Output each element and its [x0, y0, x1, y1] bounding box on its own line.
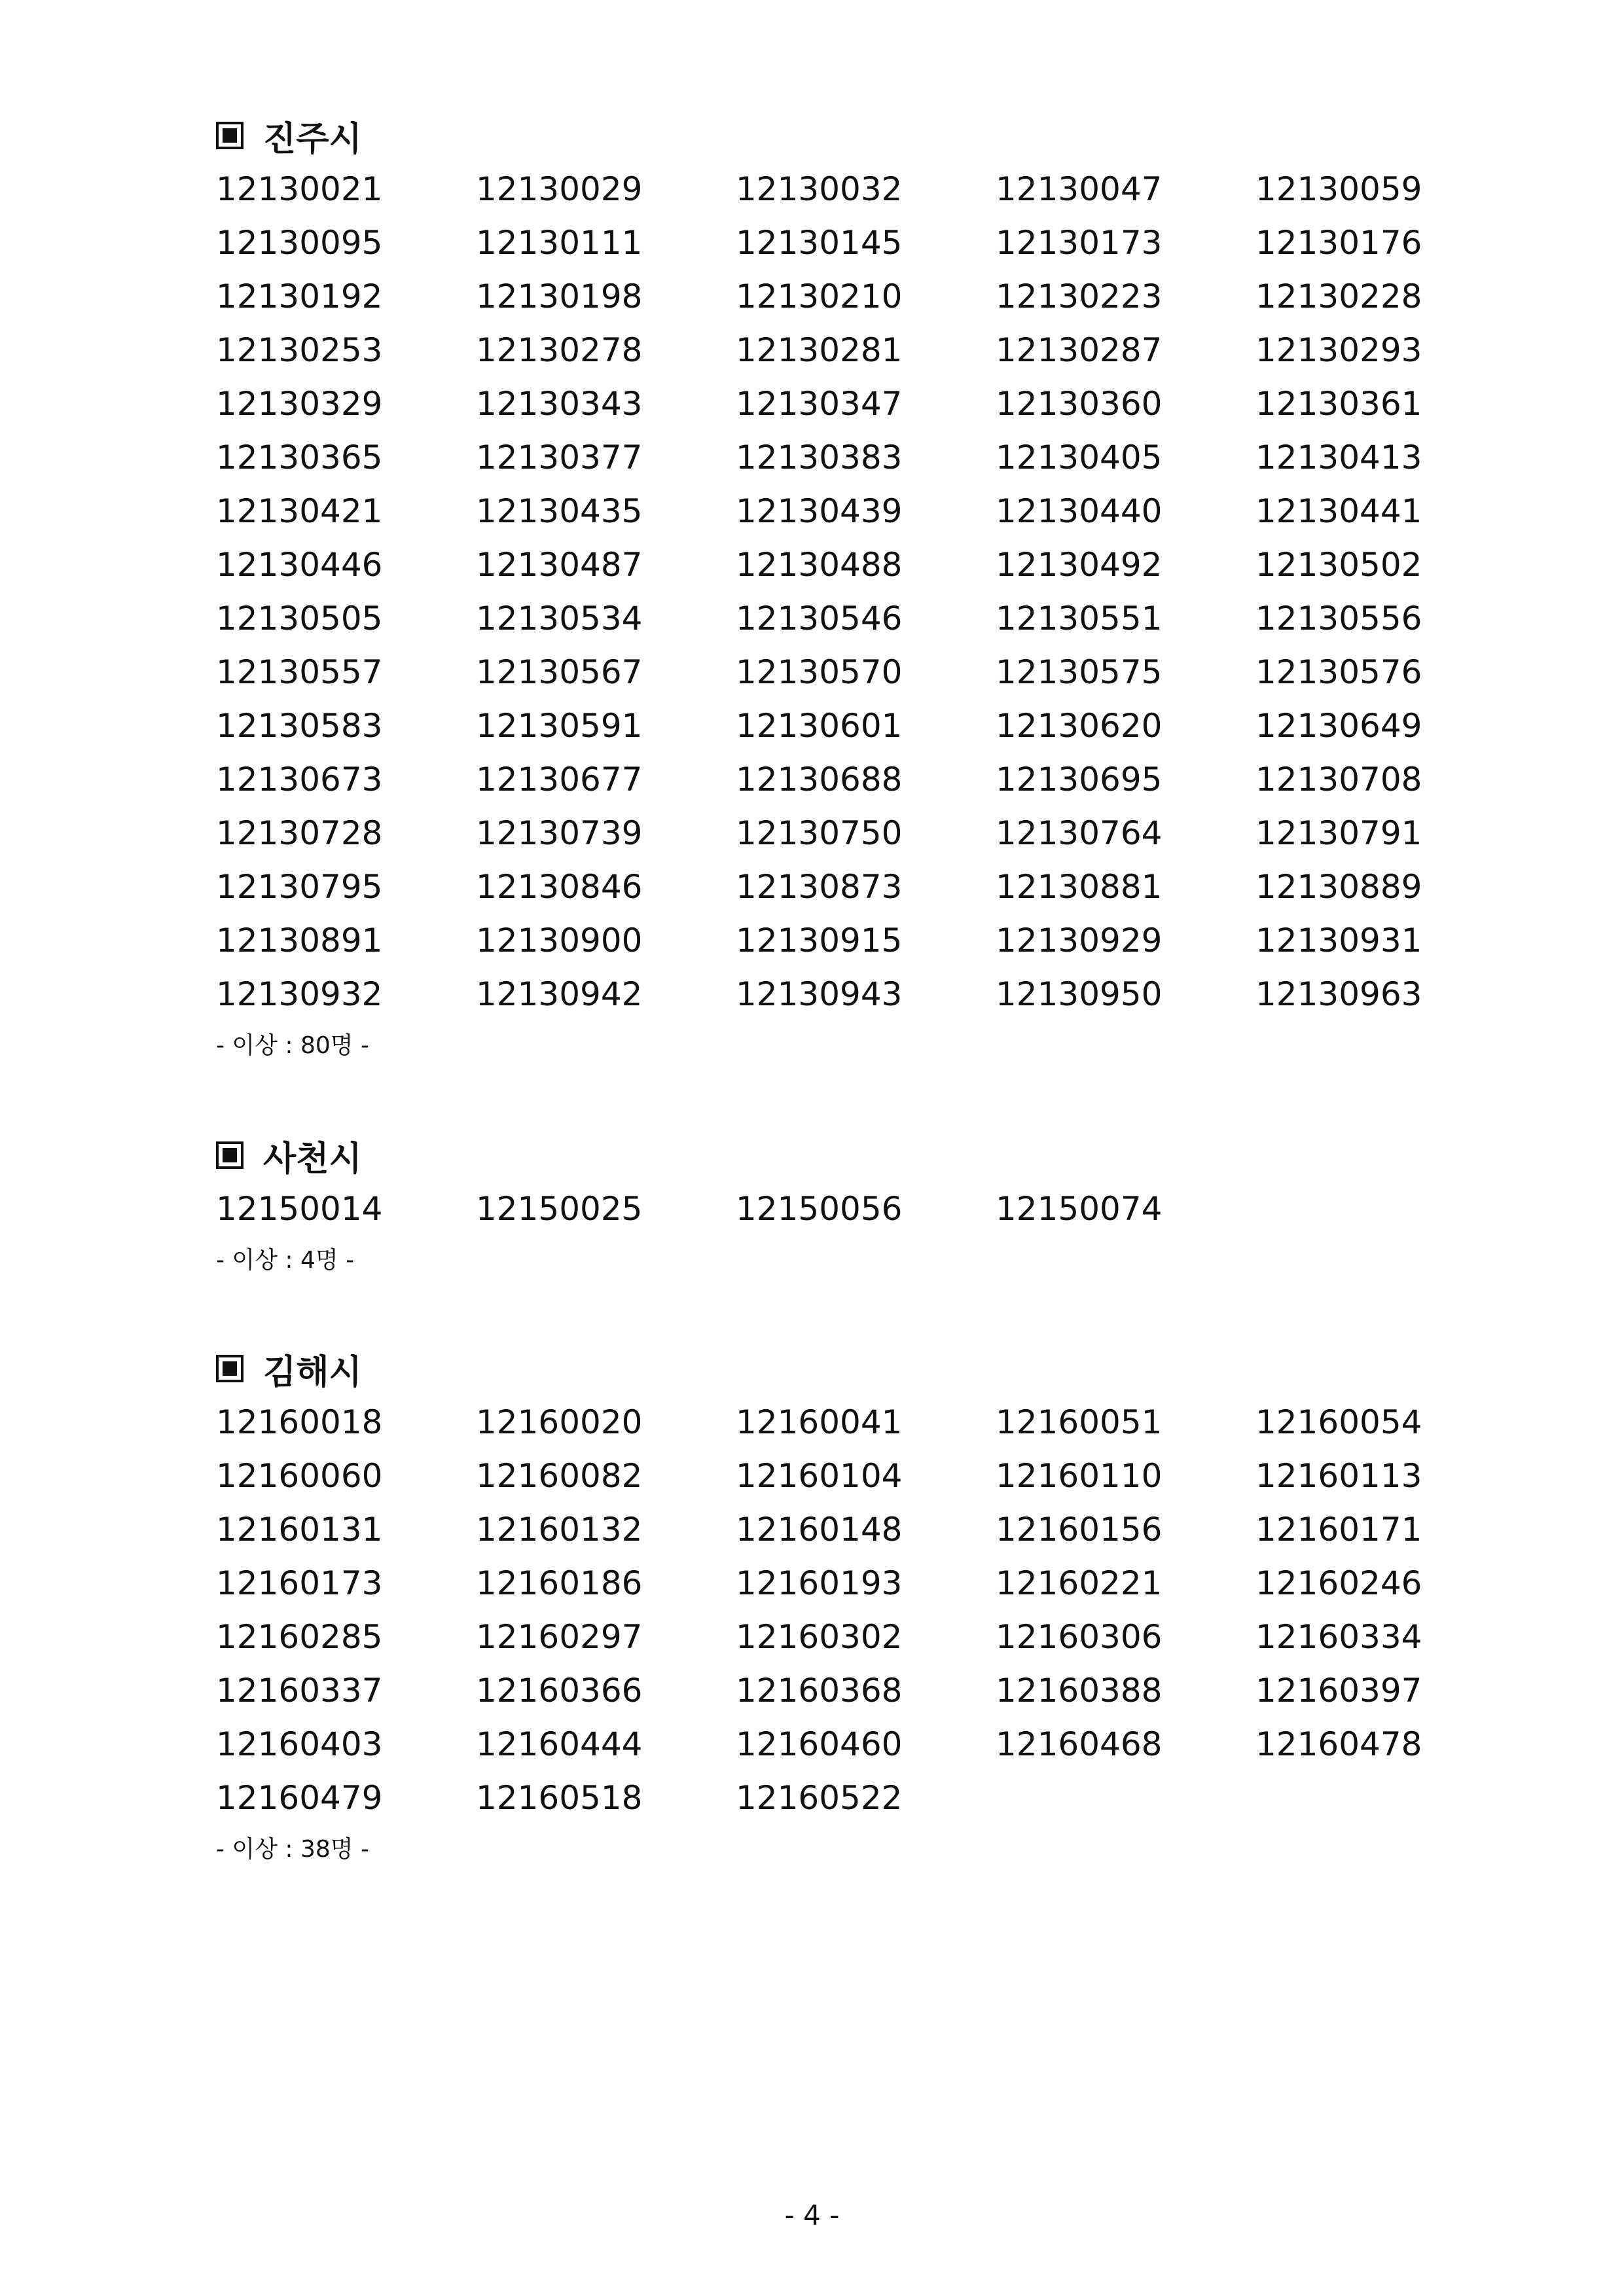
id-number: 12130421 — [216, 492, 383, 530]
id-number: 12130932 — [216, 975, 383, 1013]
id-number: 12160297 — [476, 1618, 643, 1656]
id-number: 12130620 — [996, 707, 1163, 745]
section-marker-icon — [216, 1355, 244, 1382]
id-number: 12160171 — [1255, 1511, 1422, 1549]
id-number: 12160388 — [996, 1672, 1163, 1710]
id-number: 12130377 — [476, 439, 643, 476]
id-grid — [216, 1395, 1512, 1825]
page-number: - 4 - — [784, 2199, 840, 2231]
id-number: 12130570 — [736, 653, 903, 691]
id-number: 12130695 — [996, 761, 1163, 798]
id-number: 12130446 — [216, 546, 383, 584]
id-number: 12160113 — [1255, 1457, 1422, 1495]
id-number: 12160366 — [476, 1672, 643, 1710]
id-number: 12130441 — [1255, 492, 1422, 530]
id-number: 12130329 — [216, 385, 383, 423]
id-number: 12130583 — [216, 707, 383, 745]
id-number: 12130111 — [476, 224, 643, 262]
id-number: 12130950 — [996, 975, 1163, 1013]
id-number: 12130557 — [216, 653, 383, 691]
section-title: 사천시 — [263, 1139, 362, 1179]
id-number: 12160131 — [216, 1511, 383, 1549]
id-grid — [216, 162, 1512, 1021]
id-number: 12160479 — [216, 1779, 383, 1817]
id-number: 12160082 — [476, 1457, 643, 1495]
id-number: 12130435 — [476, 492, 643, 530]
id-number: 12160306 — [996, 1618, 1163, 1656]
id-number: 12160444 — [476, 1725, 643, 1763]
id-number: 12160156 — [996, 1511, 1163, 1549]
id-number: 12130361 — [1255, 385, 1422, 423]
id-number: 12130365 — [216, 439, 383, 476]
id-number: 12160285 — [216, 1618, 383, 1656]
section-title: 진주시 — [263, 119, 362, 159]
id-number: 12130601 — [736, 707, 903, 745]
id-number: 12130173 — [996, 224, 1163, 262]
id-grid — [216, 1182, 1512, 1236]
id-number: 12130943 — [736, 975, 903, 1013]
id-number: 12130931 — [1255, 922, 1422, 960]
id-number: 12160186 — [476, 1564, 643, 1602]
id-number: 12160041 — [736, 1403, 903, 1441]
id-number: 12130176 — [1255, 224, 1422, 262]
id-number: 12130287 — [996, 331, 1163, 369]
id-number: 12160368 — [736, 1672, 903, 1710]
id-number: 12130021 — [216, 170, 383, 208]
id-number: 12130059 — [1255, 170, 1422, 208]
id-number: 12130145 — [736, 224, 903, 262]
id-number: 12130873 — [736, 868, 903, 906]
id-number: 12130029 — [476, 170, 643, 208]
id-number: 12130649 — [1255, 707, 1422, 745]
id-number: 12130575 — [996, 653, 1163, 691]
id-number: 12130343 — [476, 385, 643, 423]
id-number: 12160302 — [736, 1618, 903, 1656]
id-number: 12130567 — [476, 653, 643, 691]
id-number: 12130228 — [1255, 278, 1422, 315]
id-number: 12130502 — [1255, 546, 1422, 584]
id-number: 12130708 — [1255, 761, 1422, 798]
id-number: 12130439 — [736, 492, 903, 530]
id-number: 12160018 — [216, 1403, 383, 1441]
id-number: 12130942 — [476, 975, 643, 1013]
section-heading — [216, 109, 1512, 162]
id-number: 12130963 — [1255, 975, 1422, 1013]
id-number: 12160334 — [1255, 1618, 1422, 1656]
section-jinju — [216, 109, 1512, 1071]
id-number: 12130881 — [996, 868, 1163, 906]
section-gimhae — [216, 1342, 1512, 1874]
id-number: 12160403 — [216, 1725, 383, 1763]
section-marker-icon — [216, 1141, 244, 1169]
id-number: 12130192 — [216, 278, 383, 315]
id-number: 12130739 — [476, 814, 643, 852]
section-heading — [216, 1128, 1512, 1182]
id-number: 12130764 — [996, 814, 1163, 852]
id-number: 12130278 — [476, 331, 643, 369]
id-number: 12130253 — [216, 331, 383, 369]
id-number: 12130347 — [736, 385, 903, 423]
id-number: 12130534 — [476, 600, 643, 637]
id-number: 12130487 — [476, 546, 643, 584]
section-summary: - 이상 : 80명 - — [216, 1032, 370, 1059]
id-number: 12130728 — [216, 814, 383, 852]
id-number: 12130546 — [736, 600, 903, 637]
section-summary: - 이상 : 38명 - — [216, 1836, 370, 1863]
id-number: 12130505 — [216, 600, 383, 637]
id-number: 12160110 — [996, 1457, 1163, 1495]
id-number: 12160246 — [1255, 1564, 1422, 1602]
id-number: 12150056 — [736, 1190, 903, 1228]
id-number: 12130047 — [996, 170, 1163, 208]
id-number: 12130576 — [1255, 653, 1422, 691]
id-number: 12130032 — [736, 170, 903, 208]
id-number: 12160518 — [476, 1779, 643, 1817]
id-number: 12130383 — [736, 439, 903, 476]
id-number: 12160193 — [736, 1564, 903, 1602]
id-number: 12130688 — [736, 761, 903, 798]
section-sacheon — [216, 1128, 1512, 1285]
id-number: 12130915 — [736, 922, 903, 960]
id-number: 12130929 — [996, 922, 1163, 960]
id-number: 12150014 — [216, 1190, 383, 1228]
id-number: 12130413 — [1255, 439, 1422, 476]
id-number: 12130488 — [736, 546, 903, 584]
id-number: 12160051 — [996, 1403, 1163, 1441]
id-number: 12160054 — [1255, 1403, 1422, 1441]
id-number: 12130095 — [216, 224, 383, 262]
section-marker-icon — [216, 122, 244, 149]
id-number: 12160397 — [1255, 1672, 1422, 1710]
id-number: 12130677 — [476, 761, 643, 798]
id-number: 12160460 — [736, 1725, 903, 1763]
id-number: 12160173 — [216, 1564, 383, 1602]
id-number: 12130360 — [996, 385, 1163, 423]
id-number: 12160337 — [216, 1672, 383, 1710]
id-number: 12130750 — [736, 814, 903, 852]
id-number: 12130210 — [736, 278, 903, 315]
id-number: 12130795 — [216, 868, 383, 906]
id-number: 12150074 — [996, 1190, 1163, 1228]
id-number: 12160132 — [476, 1511, 643, 1549]
id-number: 12130551 — [996, 600, 1163, 637]
id-number: 12130791 — [1255, 814, 1422, 852]
id-number: 12130405 — [996, 439, 1163, 476]
id-number: 12130223 — [996, 278, 1163, 315]
id-number: 12130281 — [736, 331, 903, 369]
section-heading — [216, 1342, 1512, 1395]
id-number: 12130846 — [476, 868, 643, 906]
id-number: 12160522 — [736, 1779, 903, 1817]
section-title: 김해시 — [263, 1352, 362, 1392]
id-number: 12130293 — [1255, 331, 1422, 369]
id-number: 12150025 — [476, 1190, 643, 1228]
id-number: 12160060 — [216, 1457, 383, 1495]
section-summary: - 이상 : 4명 - — [216, 1247, 355, 1274]
id-number: 12160020 — [476, 1403, 643, 1441]
id-number: 12160104 — [736, 1457, 903, 1495]
id-number: 12130556 — [1255, 600, 1422, 637]
id-number: 12130440 — [996, 492, 1163, 530]
id-number: 12130891 — [216, 922, 383, 960]
id-number: 12130889 — [1255, 868, 1422, 906]
id-number: 12160468 — [996, 1725, 1163, 1763]
id-number: 12130198 — [476, 278, 643, 315]
id-number: 12160221 — [996, 1564, 1163, 1602]
id-number: 12130673 — [216, 761, 383, 798]
id-number: 12130591 — [476, 707, 643, 745]
id-number: 12160148 — [736, 1511, 903, 1549]
id-number: 12160478 — [1255, 1725, 1422, 1763]
id-number: 12130900 — [476, 922, 643, 960]
id-number: 12130492 — [996, 546, 1163, 584]
